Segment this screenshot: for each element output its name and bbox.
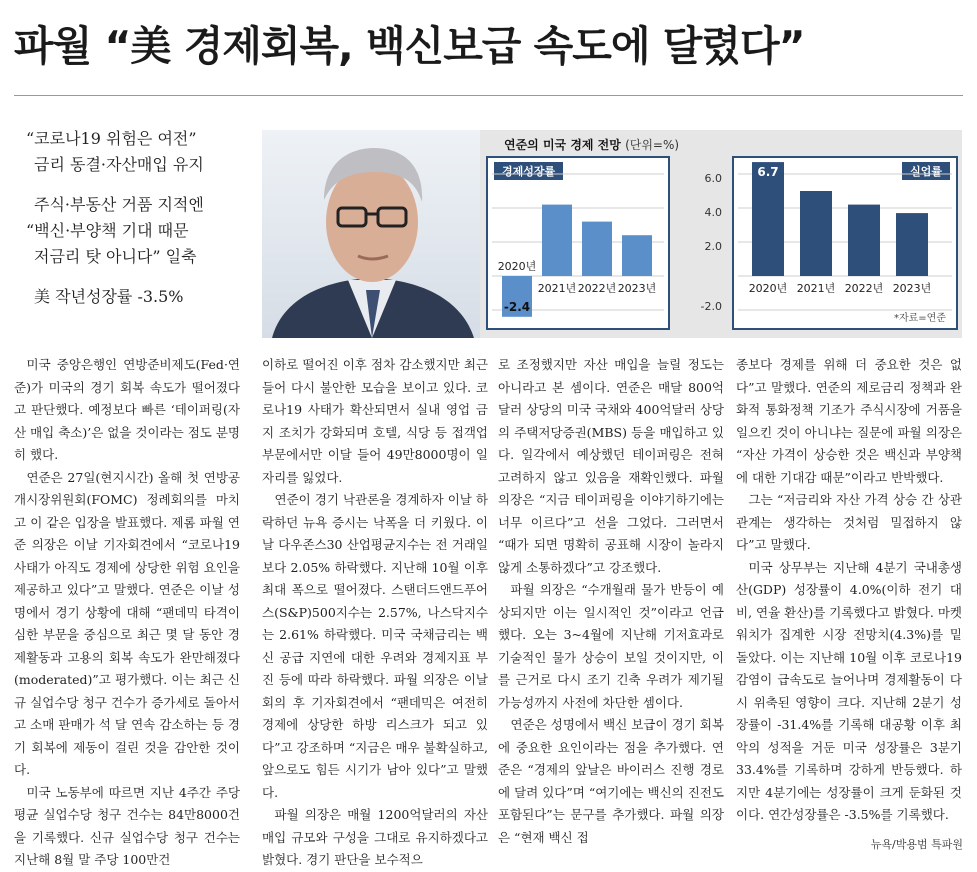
gdp-panel-label: 경제성장률 [494, 162, 563, 180]
article-paragraph: 파월 의장은 “수개월래 물가 반등이 예상되지만 이는 일시적인 것”이라고 언급했다. 오는 3~4월에 지난해 기저효과로 기술적인 물가 상승이 보일 것이지만, 이를 근거로 다시 조기 긴축 우려가 제기될 가능성까지 사전에 차단한 셈이다. [498, 582, 724, 710]
category-label: 2020년 [748, 282, 788, 295]
unemployment-bars [734, 158, 956, 328]
chart-source: *자료=연준 [893, 313, 946, 324]
subhead-line: “코로나19 위험은 여전” [26, 129, 197, 148]
category-label: 2023년 [892, 282, 932, 295]
category-label: 2020년 [497, 260, 537, 273]
category-label: 2022년 [577, 282, 617, 295]
article-paragraph: 연준은 성명에서 백신 보급이 경기 회복에 중요한 요인이라는 점을 추가했다. 연준은 “경제의 앞날은 바이러스 진행 경로에 달려 있다”며 “여기에는 백신의 진전도 포함된다”는 문구를 추가했다. 파월 의장은 “현재 백신 접 [498, 717, 724, 845]
subhead-line: “백신·부양책 기대 때문 [26, 221, 189, 240]
article-column-4 [736, 354, 962, 827]
subheads [26, 126, 256, 310]
article-paragraph: 연준은 27일(현지시간) 올해 첫 연방공개시장위원회(FOMC) 정례회의를 마치고 이 같은 입장을 발표했다. 제롬 파월 연준 의장은 이날 기자회견에서 “코로나19 사태가 아직도 경제에 상당한 위험 요인을 제공하고 있다”고 말했다. 연준은 이날 성명에서 경기 상황에 대해 “팬데믹 타격이 심한 부문을 중심으로 최근 몇 달 동안 경제활동과 고용의 회복 속도가 완만해졌다(moderated)”고 평가했다. 이는 최근 신규 실업수당 청구 건수가 증가세로 돌아서고 소매 판매가 석 달 연속 감소하는 등 경기 회복에 제동이 걸린 것을 감안한 것이다. [14, 469, 240, 777]
gdp-panel [486, 156, 670, 330]
bar [622, 235, 652, 276]
category-label: 2022년 [844, 282, 884, 295]
article-paragraph: 미국 노동부에 따르면 지난 4주간 주당 평균 실업수당 청구 건수는 84만8000건을 기록했다. 신규 실업수당 청구 건수는 지난해 8월 말 주당 100만건 [14, 784, 240, 867]
portrait-icon [262, 130, 480, 338]
article-paragraph: 종보다 경제를 위해 더 중요한 것은 없다”고 말했다. 연준의 제로금리 정책과 완화적 통화정책 기조가 주식시장에 거품을 일으킨 것이 아니냐는 질문에 파월 의장은 “자산 가격이 상승한 것은 백신과 부양책에 대한 기대감 때문”이라고 반박했다. [736, 357, 962, 485]
y-tick-label: 6.0 [704, 172, 722, 185]
gdp-bars [488, 158, 668, 328]
article-column-2 [262, 354, 488, 872]
bar [896, 213, 928, 276]
bar [582, 222, 612, 276]
category-label: 2023년 [617, 282, 657, 295]
powell-portrait-photo [262, 130, 480, 338]
article-column-1 [14, 354, 240, 872]
y-tick-label: 2.0 [704, 240, 722, 253]
subhead-line: 금리 동결·자산매입 유지 [34, 155, 204, 174]
article-paragraph: 이하로 떨어진 이후 점차 감소했지만 최근 들어 다시 불안한 모습을 보이고 있다. 코로나19 사태가 확산되면서 실내 영업 금지 조치가 강화되며 호텔, 식당 등 접객업 부문에서만 이달 들어 49만8000명이 일자리를 잃었다. [262, 357, 488, 485]
bar [848, 205, 880, 276]
subhead-line: 저금리 탓 아니다” 일축 [34, 247, 197, 266]
y-tick-label: 4.0 [704, 206, 722, 219]
bar [752, 162, 784, 276]
bar [542, 205, 572, 276]
category-label: 2021년 [537, 282, 577, 295]
article-paragraph: 미국 중앙은행인 연방준비제도(Fed·연준)가 미국의 경기 회복 속도가 떨어졌다고 판단했다. 예정보다 빠른 ‘테이퍼링(자산 매입 축소)’은 없을 것이라는 점도 분명히 했다. [14, 357, 240, 462]
y-tick-label: -2.0 [700, 300, 722, 313]
headline: 파월 “美 경제회복, 백신보급 속도에 달렸다” [14, 22, 805, 70]
bar [800, 191, 832, 276]
chart-title: 연준의 미국 경제 전망 (단위=%) [504, 138, 680, 152]
article-paragraph: 로 조정했지만 자산 매입을 늘릴 정도는 아니라고 본 셈이다. 연준은 매달 800억달러 상당의 미국 국채와 400억달러 상당의 주택저당증권(MBS) 등을 매입하고 있다. 일각에서 예상했던 테이퍼링은 전혀 고려하지 않고 있음을 재확인했다. 파월 의장은 “지금 테이퍼링을 이야기하기에는 너무 이르다”고 선을 그었다. 그러면서 “때가 되면 명확히 공표해 시장이 놀라지 않게 소통하겠다”고 강조했다. [498, 357, 724, 575]
article-paragraph: 그는 “저금리와 자산 가격 상승 간 상관관계는 생각하는 것처럼 밀접하지 않다”고 말했다. [736, 492, 962, 552]
y-axis-ticks [666, 170, 736, 320]
article-paragraph: 미국 상무부는 지난해 4분기 국내총생산(GDP) 성장률이 4.0%(이하 전기 대비, 연율 환산)를 기록했다고 밝혔다. 마켓워치가 집계한 시장 전망치(4.3%)를 밑돌았다. 이는 지난해 10월 이후 코로나19 감염이 급속도로 늘어나며 경제활동이 다시 위축된 영향이 크다. 지난해 2분기 성장률이 -31.4%를 기록해 대공황 이후 최악의 성적을 거둔 미국 성장률은 3분기 33.4%를 기록하며 강하게 반등했다. 하지만 4분기에는 성장률이 크게 둔화된 것이다. 연간성장률은 -3.5%를 기록했다. [736, 559, 962, 822]
subhead-line: 美 작년성장률 -3.5% [34, 287, 184, 306]
data-label: 6.7 [757, 165, 779, 180]
article-paragraph: 파월 의장은 매월 1200억달러의 자산 매입 규모와 구성을 그대로 유지하겠다고 밝혔다. 경기 판단을 보수적으 [262, 807, 488, 867]
unemployment-panel-label: 실업률 [902, 162, 950, 180]
article-column-3 [498, 354, 724, 849]
economic-outlook-chart [480, 130, 962, 338]
headline-divider [14, 95, 963, 96]
data-label: -2.4 [503, 299, 531, 314]
unemployment-panel [732, 156, 958, 330]
article-paragraph: 연준이 경기 낙관론을 경계하자 이날 하락하던 뉴욕 증시는 낙폭을 더 키웠다. 이날 다우존스30 산업평균지수는 전 거래일보다 2.05% 하락했다. 지난해 10월 이후 최대 폭으로 떨어졌다. 스탠더드앤드푸어스(S&P)500지수는 2.57%, 나스닥지수는 2.61% 하락했다. 미국 국채금리는 백신 공급 지연에 대한 우려와 경제지표 부진 등에 따라 하락했다. 파월 의장은 이날 회의 후 기자회견에서 “팬데믹은 여전히 경제에 상당한 하방 리스크가 되고 있다”고 강조하며 “지금은 매우 불확실하고, 앞으로도 힘든 시기가 남아 있다”고 말했다. [262, 492, 488, 800]
category-label: 2021년 [796, 282, 836, 295]
subhead-line: 주식·부동산 거품 지적엔 [34, 195, 204, 214]
byline: 뉴욕/박용범 특파원 [870, 838, 963, 851]
